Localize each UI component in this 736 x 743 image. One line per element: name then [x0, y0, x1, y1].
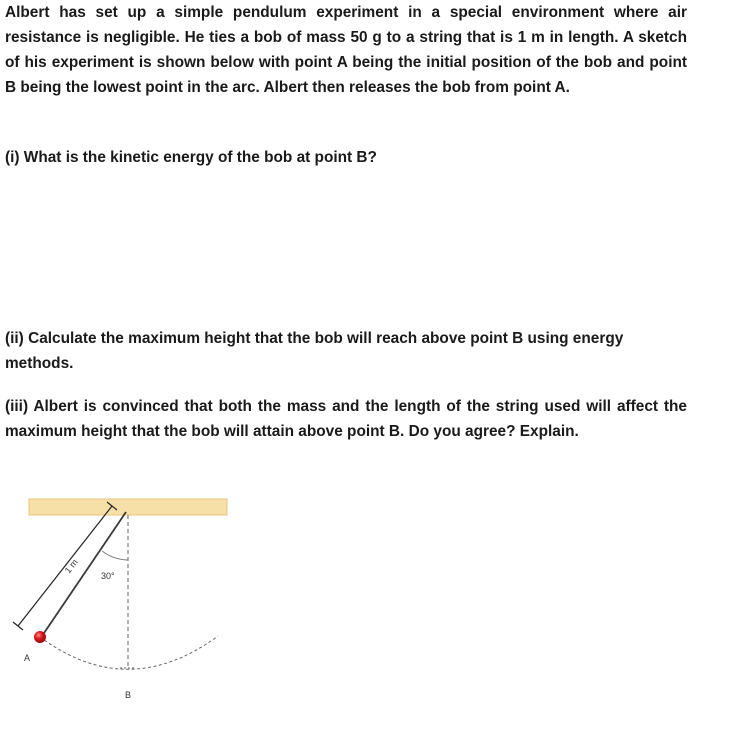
question-3: (iii) Albert is convinced that both the mass and the length of the string used will affect the maximum height that the bob will attain above point B. Do you agree? Explain. — [5, 398, 687, 440]
angle-label: 30° — [101, 571, 115, 581]
question-2: (ii) Calculate the maximum height that the bob will reach above point B using energy methods. — [5, 330, 624, 372]
length-label: 1 m — [62, 557, 80, 576]
pendulum-bob — [34, 631, 46, 643]
dimension-tick-bottom — [13, 622, 23, 630]
ceiling-support — [29, 499, 227, 515]
question-1: (i) What is the kinetic energy of the bob at point B? — [5, 149, 377, 166]
pendulum-diagram — [0, 490, 240, 710]
swing-arc — [40, 636, 218, 669]
angle-arc — [102, 551, 128, 560]
problem-intro: Albert has set up a simple pendulum experiment in a special environment where air resistance is negligible. He ties a bob of mass 50 g to a string that is 1 m in length. A sketch of his experiment is shown below with point A being the initial position of the bob and point B being the lowest point in the arc. Albert then releases the bob from point A. — [5, 4, 687, 96]
point-b-label: B — [125, 690, 132, 700]
point-a-label: A — [24, 653, 31, 663]
